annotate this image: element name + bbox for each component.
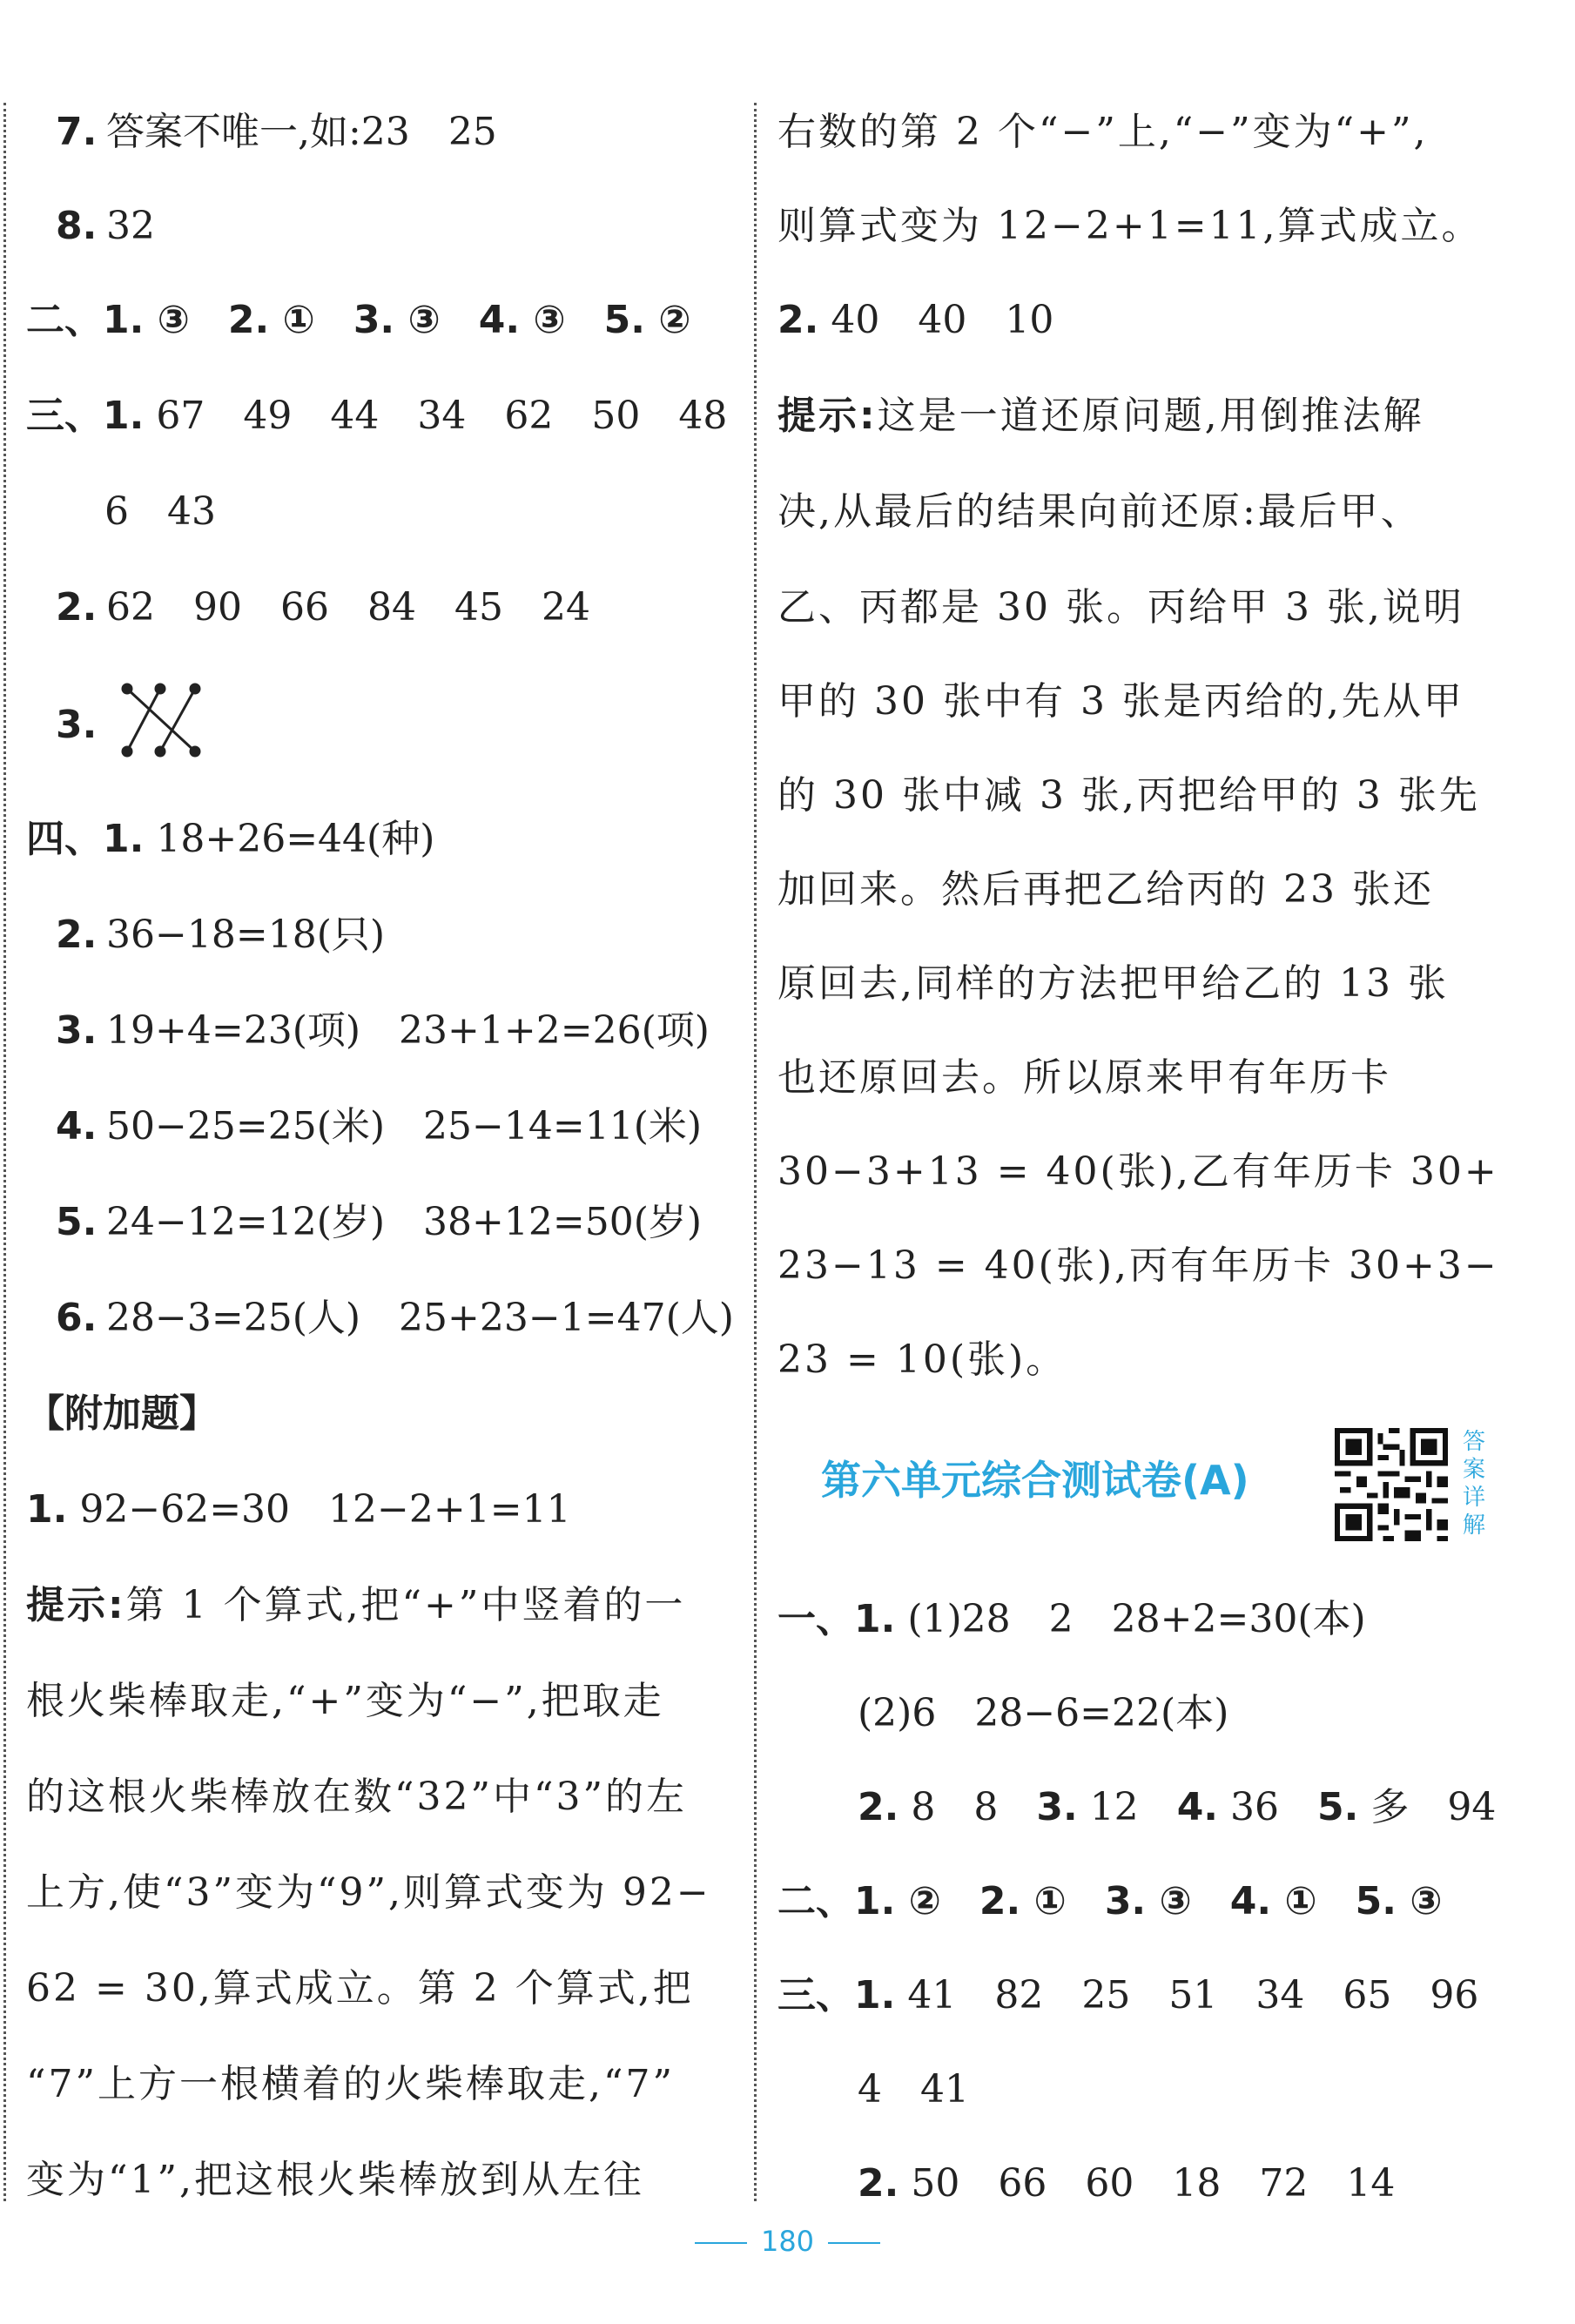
q2-hint-line-6: 加回来。然后再把乙给丙的 23 张还 xyxy=(777,867,1434,912)
section-4-q4: 4. 50−25=25(米) 25−14=11(米) xyxy=(56,1104,703,1149)
section-3-q2: 2. 62 90 66 84 45 24 xyxy=(56,585,590,630)
q2-hint-line-10: 23−13 = 40(张),丙有年历卡 30+3− xyxy=(777,1243,1499,1288)
q2-hint-line-4: 甲的 30 张中有 3 张是丙给的,先从甲 xyxy=(777,679,1464,724)
q2-hint-line-3: 乙、丙都是 30 张。丙给甲 3 张,说明 xyxy=(777,585,1464,630)
qr-caption: 答 案 详 解 xyxy=(1462,1429,1485,1539)
continued-line-2: 则算式变为 12−2+1=11,算式成立。 xyxy=(777,204,1483,248)
section-4-q6: 6. 28−3=25(人) 25+23−1=47(人) xyxy=(56,1296,734,1340)
section-4-q5: 5. 24−12=12(岁) 38+12=50(岁) xyxy=(56,1200,703,1244)
page-number: 180 xyxy=(760,2225,815,2258)
column-divider xyxy=(754,103,757,2201)
section-4-q3: 3. 19+4=23(项) 23+1+2=26(项) xyxy=(56,1008,710,1053)
bonus-q2-answer: 2. 40 40 10 xyxy=(777,298,1054,342)
test-section-1-q2-q5: 2. 8 8 3. 12 4. 36 5. 多 94 xyxy=(858,1785,1497,1829)
qr-code-icon[interactable] xyxy=(1335,1428,1448,1541)
left-margin-divider xyxy=(3,103,6,2201)
q2-hint-line-1: 提示:这是一道还原问题,用倒推法解 xyxy=(777,394,1424,438)
test-section-3-q1: 三、1. 41 82 25 51 34 65 96 xyxy=(777,1973,1479,2018)
bonus-hint-line-5: 62 = 30,算式成立。第 2 个算式,把 xyxy=(26,1966,694,2011)
q2-hint-line-11: 23 = 10(张)。 xyxy=(777,1337,1067,1382)
bonus-hint-line-7: 变为“1”,把这根火柴棒放到从左往 xyxy=(26,2158,644,2202)
q2-hint-line-7: 原回去,同样的方法把甲给乙的 13 张 xyxy=(777,961,1449,1006)
section-3-q1-continued: 6 43 xyxy=(104,489,216,534)
test-section-2: 二、1. ② 2. ① 3. ③ 4. ① 5. ③ xyxy=(777,1879,1443,1923)
q2-hint-line-5: 的 30 张中减 3 张,丙把给甲的 3 张先 xyxy=(777,773,1480,818)
q2-hint-line-8: 也还原回去。所以原来甲有年历卡 xyxy=(777,1055,1391,1100)
section-2-answers: 二、1. ③ 2. ① 3. ③ 4. ③ 5. ② xyxy=(26,298,691,342)
q2-hint-line-2: 决,从最后的结果向前还原:最后甲、 xyxy=(777,489,1422,534)
section-3-q3: 3. xyxy=(26,684,232,736)
section-4-q1: 四、1. 18+26=44(种) xyxy=(26,817,435,861)
test-section-3-q2: 2. 50 66 60 18 72 14 xyxy=(858,2161,1396,2206)
bonus-hint-line-3: 的这根火柴棒放在数“32”中“3”的左 xyxy=(26,1775,687,1819)
answer-line-7: 7. 答案不唯一,如:23 25 xyxy=(56,110,497,154)
test-section-1-q1: 一、1. (1)28 2 28+2=30(本) xyxy=(777,1597,1366,1641)
bonus-hint-line-6: “7”上方一根横着的火柴棒取走,“7” xyxy=(26,2062,675,2106)
test-section-1-q1-part2: (2)6 28−6=22(本) xyxy=(858,1691,1229,1735)
bonus-hint-line-4: 上方,使“3”变为“9”,则算式变为 92− xyxy=(26,1870,711,1915)
bonus-hint-line-2: 根火柴棒取走,“+”变为“−”,把取走 xyxy=(26,1679,664,1723)
bonus-title: 【附加题】 xyxy=(26,1391,218,1436)
continued-line-1: 右数的第 2 个“−”上,“−”变为“+”, xyxy=(777,110,1429,154)
bonus-answer: 1. 92−62=30 12−2+1=11 xyxy=(26,1487,571,1532)
bonus-hint-line-1: 提示:第 1 个算式,把“+”中竖着的一 xyxy=(26,1583,686,1627)
section-4-q2: 2. 36−18=18(只) xyxy=(56,913,386,957)
page-footer xyxy=(0,2225,1575,2258)
answer-line-8: 8. 32 xyxy=(56,204,155,248)
section-title: 第六单元综合测试卷(A) xyxy=(821,1457,1249,1504)
matching-lines-diagram xyxy=(118,677,232,764)
q2-hint-line-9: 30−3+13 = 40(张),乙有年历卡 30+ xyxy=(777,1149,1499,1194)
test-section-3-q1-continued: 4 41 xyxy=(858,2067,969,2112)
section-3-q1: 三、1. 67 49 44 34 62 50 48 xyxy=(26,394,728,438)
